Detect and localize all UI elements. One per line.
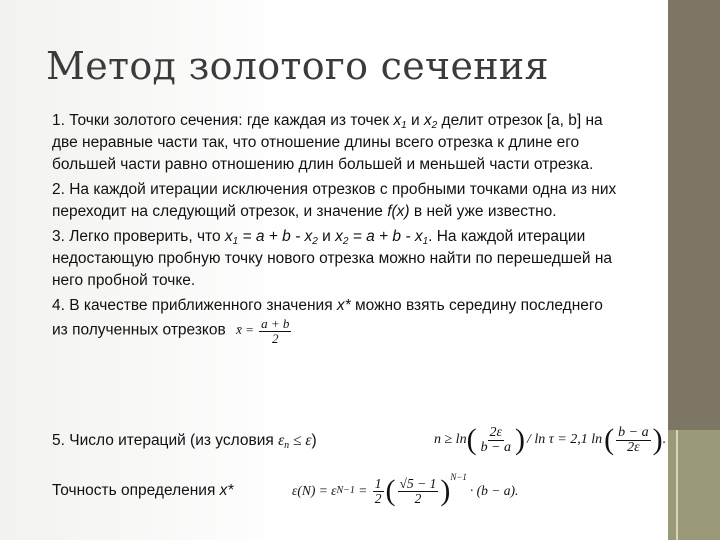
p3-x1: x [224,228,233,245]
p1-text-a: 1. Точки золотого сечения: где каждая из точек [52,112,394,129]
acc-paren-close: ) [440,474,451,507]
iter-frac2-den: 2ε [627,439,640,455]
p5-text-a: 5. Число итераций (из условия [52,432,279,449]
midpoint-num: a + b [261,316,290,331]
p5-eps-n: ε [278,432,285,449]
p6-xstar: x* [219,482,234,499]
side-accent-bar [668,0,720,430]
iter-paren-open-2: ( [604,423,615,456]
iter-mid: / ln τ = 2,1 ln [527,432,603,447]
p4-text-a: 4. В качестве приближенного значения [52,297,337,314]
iter-fraction-1 [479,426,513,455]
midpoint-formula [236,316,293,346]
p3-x1-sub-b: 1 [422,236,429,247]
iter-paren-close-1: ) [515,423,526,456]
p2-text-a: 2. На каждой итерации исключения отрезков с пробными точками одна из них переходит на следующий отрезок, и значение [52,181,617,220]
paragraph-1 [52,110,622,176]
p3-x2-sub-b: 2 [342,236,349,247]
p3-x1-sub: 1 [232,236,239,247]
paragraph-3 [52,226,622,292]
acc-half-den: 2 [374,490,382,506]
p3-x2: x [335,228,343,245]
acc-half [373,477,384,506]
iter-paren-close-2: ) [652,423,663,456]
iter-paren-open-1: ( [466,423,477,456]
iter-frac1-num: 2ε [489,424,503,440]
p3-eq2: = a + b - [348,228,415,245]
acc-half-num: 1 [374,475,382,491]
paragraph-5 [52,430,317,452]
acc-end: · (b − a). [469,483,519,498]
p5-cond-rel: ≤ ε [289,432,312,449]
p2-text-b: в ней уже известно. [409,203,557,220]
acc-root-fraction [398,477,439,506]
iter-end: . [662,432,667,447]
iter-frac1-den: b − a [480,439,512,455]
p3-text-b: . На каждой итерации недостающую пробную точку нового отрезка можно найти по перешедшей на него пробной точке. [52,228,613,289]
p1-x2-sub: 2 [431,120,438,131]
p3-eq1: = a + b - [238,228,305,245]
paragraph-2 [52,179,622,223]
p3-x2-sub-a: 2 [312,236,318,247]
p3-x1-in-eq2: x [414,228,423,245]
p4-xstar: x* [336,297,351,314]
paragraph-4 [52,295,622,346]
iter-fraction-2 [616,426,650,455]
acc-lhs: ε(N) = ε [292,483,337,498]
acc-paren-open: ( [385,474,396,507]
acc-root-den: 2 [414,490,422,506]
acc-eq: = [354,483,371,498]
midpoint-fraction [259,317,291,346]
p3-text-a: 3. Легко проверить, что [52,228,225,245]
paragraph-6 [52,480,233,502]
p2-fx: f(x) [387,203,410,220]
slide-body [52,110,622,349]
p1-x2: x [423,112,432,129]
accuracy-formula: ε(N) = ε N−1 = $\frac{1}{2}$ ( $\frac{√5 - 1}{2}$ ) $^{N-1}$ · (b − a). [292,466,502,516]
p5-text-b: ) [311,432,317,449]
side-accent-line [676,430,678,540]
p3-x2-in-eq1: x [304,228,313,245]
acc-exponent: N−1 [450,472,467,482]
p3-and: и [317,228,336,245]
midpoint-den: 2 [272,331,279,346]
iter-lhs: n ≥ ln [434,432,467,447]
p1-and: и [406,112,424,129]
iterations-formula [434,418,667,462]
p4-text-b: можно взять середину последнего из полученных отрезков [52,297,603,339]
acc-root-num: √5 − 1 [399,475,437,491]
p6-text-a: Точность определения [52,482,220,499]
p1-x1: x [393,112,402,129]
p1-x1-sub: 1 [401,120,407,131]
iter-frac2-num: b − a [618,424,649,440]
slide-title: Метод золотого сечения [46,44,549,88]
midpoint-lhs: x̄ = [236,322,254,338]
p5-eps-n-sub: n [284,440,290,451]
p1-text-b: делит отрезок [a, b] на две неравные части так, что отношение длины всего отрезка к длине его большей части равно отношению длин большей и меньшей части отрезка. [52,112,603,173]
